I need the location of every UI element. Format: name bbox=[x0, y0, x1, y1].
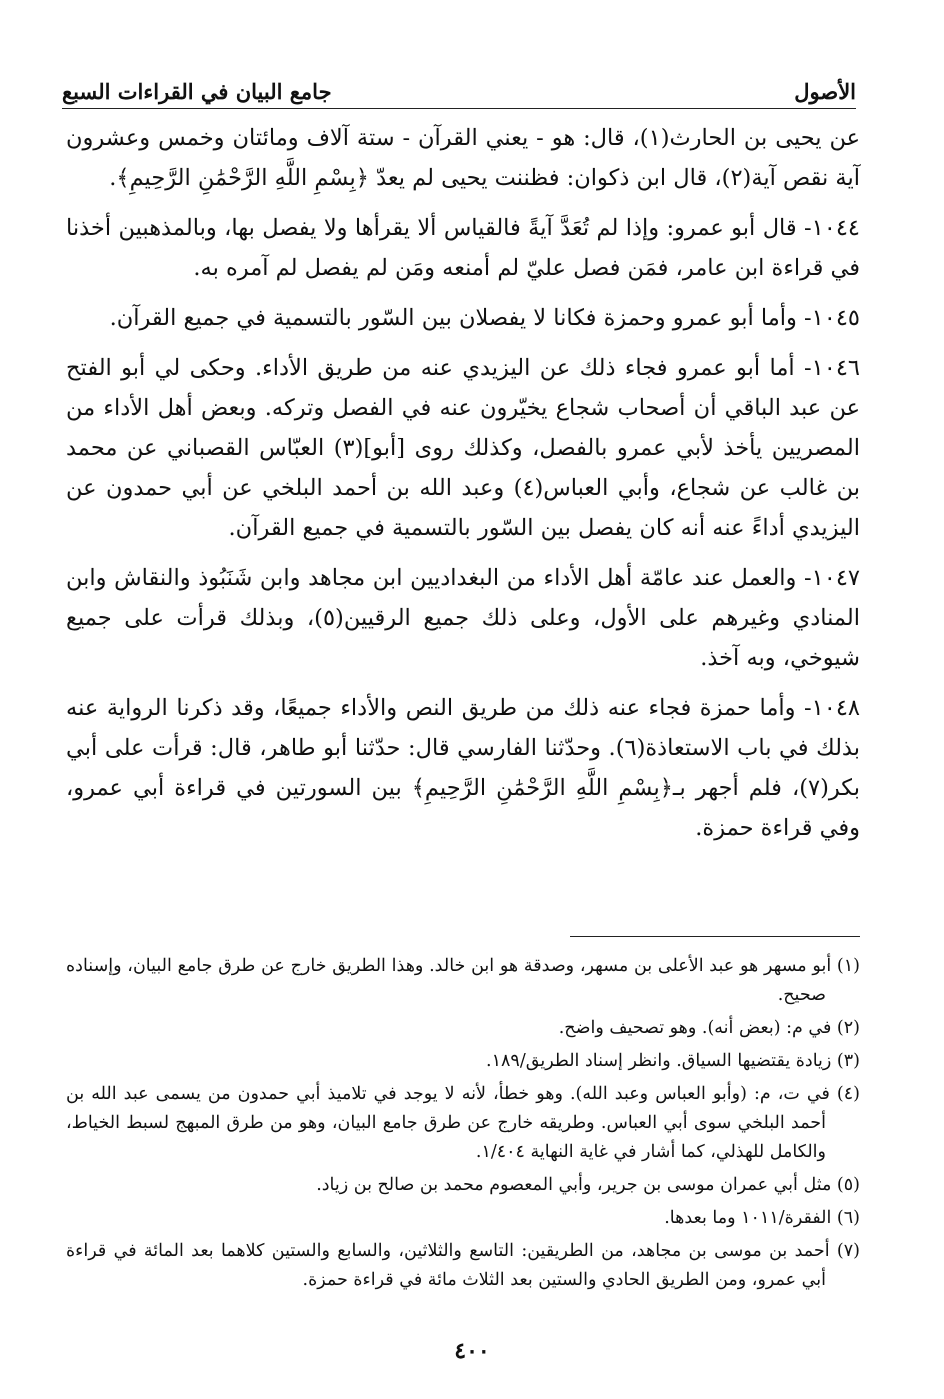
page-number: ٤٠٠ bbox=[454, 1338, 490, 1364]
footnotes bbox=[66, 952, 860, 1299]
footnote-1: (١) أبو مسهر هو عبد الأعلى بن مسهر، وصدقة هو ابن خالد. وهذا الطريق خارج عن طرق جامع البيان، وإسناده صحيح. bbox=[66, 956, 860, 1005]
footnote-2: (٢) في م: (بعض أنه). وهو تصحيف واضح. bbox=[558, 1018, 860, 1038]
footnote-4: (٤) في ت، م: (وأبو العباس وعبد الله). وهو خطأ، لأنه لا يوجد في تلاميذ أبي حمدون من يسمى عبد الله بن أحمد البلخي سوى أبي العباس. وطريقه خارج عن طرق جامع البيان، وهو من طرق المبهج لسبط الخياط، والكامل للهذلي، كما أشار في غاية النهاية ١/٤٠٤. bbox=[66, 1084, 860, 1162]
header-section-title: الأصول bbox=[794, 79, 856, 104]
footnote-3: (٣) زيادة يقتضيها السياق. وانظر إسناد الطريق/١٨٩. bbox=[486, 1051, 860, 1071]
paragraph-continuation: عن يحيى بن الحارث(١)، قال: هو - يعني القرآن - ستة آلاف ومائتان وخمس وعشرون آية نقص آية(٢)، قال ابن ذكوان: فظننت يحيى لم يعدّ ﴿بِسْمِ اللَّهِ الرَّحْمَٰنِ الرَّحِيمِ﴾. bbox=[66, 125, 861, 191]
main-text bbox=[66, 118, 860, 858]
paragraph-1044: ١٠٤٤- قال أبو عمرو: وإذا لم تُعَدَّ آيةً فالقياس ألا يقرأها ولا يفصل بها، وبالمذهبين أخذنا في قراءة ابن عامر، فمَن فصل عليّ لم أمنعه ومَن لم يفصل لم آمره به. bbox=[66, 215, 860, 281]
footnote-7: (٧) أحمد بن موسى بن مجاهد، من الطريقين: التاسع والثلاثين، والسابع والستين كلاهما بعد المائة في قراءة أبي عمرو، ومن الطريق الحادي والستين بعد الثلاث مائة في قراءة حمزة. bbox=[66, 1241, 860, 1290]
footnote-6: (٦) الفقرة/١٠١١ وما بعدها. bbox=[664, 1208, 860, 1228]
paragraph-1045: ١٠٤٥- وأما أبو عمرو وحمزة فكانا لا يفصلان بين السّور بالتسمية في جميع القرآن. bbox=[109, 305, 860, 331]
running-header bbox=[62, 64, 856, 109]
paragraph-1048: ١٠٤٨- وأما حمزة فجاء عنه ذلك من طريق النص والأداء جميعًا، وقد ذكرنا الرواية عنه بذلك في باب الاستعاذة(٦). وحدّثنا الفارسي قال: حدّثنا أبو طاهر، قال: قرأت على أبي بكر(٧)، فلم أجهر بـ﴿بِسْمِ اللَّهِ الرَّحْمَٰنِ الرَّحِيمِ﴾ بين السورتين في قراءة أبي عمرو، وفي قراءة حمزة. bbox=[66, 695, 860, 841]
header-book-title: جامع البيان في القراءات السبع bbox=[62, 79, 332, 104]
footnote-separator bbox=[570, 936, 860, 937]
paragraph-1047: ١٠٤٧- والعمل عند عامّة أهل الأداء من البغداديين ابن مجاهد وابن شَنَبُوذ والنقاش وابن المنادي وغيرهم على الأول، وعلى ذلك جميع الرقيين(٥)، وبذلك قرأت على جميع شيوخي، وبه آخذ. bbox=[66, 565, 860, 671]
footnote-5: (٥) مثل أبي عمران موسى بن جرير، وأبي المعصوم محمد بن صالح بن زياد. bbox=[316, 1175, 860, 1195]
paragraph-1046: ١٠٤٦- أما أبو عمرو فجاء ذلك عن اليزيدي عنه من طريق الأداء. وحكى لي أبو الفتح عن عبد الباقي أن أصحاب شجاع يخيّرون عنه في الفصل وتركه. وبعض أهل الأداء من المصريين يأخذ لأبي عمرو بالفصل، وكذلك روى [أبو](٣) العبّاس القصباني عن محمد بن غالب عن شجاع، وأبي العباس(٤) وعبد الله بن أحمد البلخي عن أبي حمدون عن اليزيدي أداءً عنه أنه كان يفصل بين السّور بالتسمية في جميع القرآن. bbox=[66, 355, 860, 541]
